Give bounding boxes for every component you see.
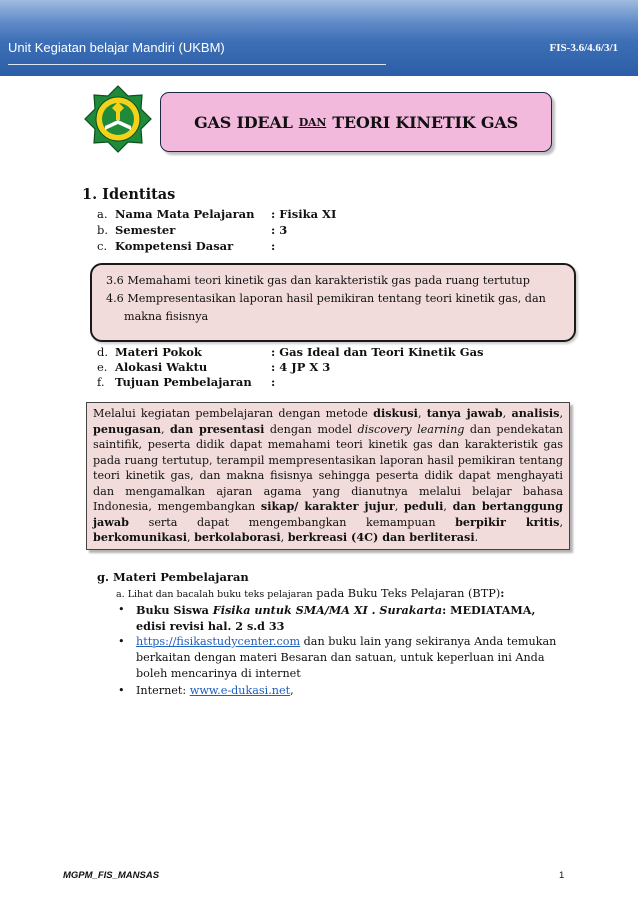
- row-letter: d.: [97, 345, 109, 359]
- list-item: • https://fisikastudycenter.com dan buku lain yang sekiranya Anda temukan berkaitan dengan materi Besaran dan satuan, untuk keperluan ini Anda boleh mencarinya di internet: [118, 635, 557, 680]
- row-value: : 3: [271, 223, 288, 237]
- kompetensi-dasar-box: [90, 263, 576, 342]
- bullet-icon: •: [118, 684, 125, 697]
- row-label: Alokasi Waktu: [115, 360, 208, 374]
- row-label: Semester: [115, 223, 176, 237]
- row-value: :: [271, 239, 276, 253]
- header-code: FIS-3.6/4.6/3/1: [549, 42, 618, 54]
- row-value: : 4 JP X 3: [271, 360, 331, 374]
- header-rule: [8, 64, 386, 65]
- title-banner: [160, 92, 552, 152]
- materi-pembelajaran-heading: g. Materi Pembelajaran: [97, 570, 249, 584]
- identity-row: [97, 345, 484, 359]
- kemenag-logo-icon: [83, 84, 153, 154]
- identity-row: [97, 207, 336, 221]
- title-part1: GAS IDEAL: [194, 112, 293, 132]
- edukasi-link[interactable]: www.e-dukasi.net: [189, 684, 291, 697]
- row-label: Materi Pokok: [115, 345, 202, 359]
- row-label: Tujuan Pembelajaran: [115, 375, 252, 389]
- section-identitas-heading: 1. Identitas: [82, 186, 176, 203]
- bullet-icon: •: [118, 603, 125, 616]
- row-letter: f.: [97, 375, 105, 389]
- materi-a-line: a. Lihat dan bacalah buku teks pelajaran pada Buku Teks Pelajaran (BTP):: [116, 586, 505, 600]
- bullet-icon: •: [118, 635, 125, 648]
- kd-line: 3.6 Memahami teori kinetik gas dan karakteristik gas pada ruang tertutup: [106, 274, 530, 287]
- tujuan-pembelajaran-box: Melalui kegiatan pembelajaran dengan metode diskusi, tanya jawab, analisis, penugasan, dan presentasi dengan model discovery learning dan pendekatan saintifik, peserta didik dapat memahami teori kinetik gas dan karakteristik gas pada ruang tertutup, terampil mempresentasikan laporan hasil pemikiran tentang teori kinetik gas, dan makna fisisnya sehingga peserta didik dapat menghayati dan mengamalkan ajaran agama yang dianutnya melalui belajar bahasa Indonesia, mengembangkan sikap/ karakter jujur, peduli, dan bertanggung jawab serta dapat mengembangkan kemampuan berpikir kritis, berkomunikasi, berkolaborasi, berkreasi (4C) dan berliterasi.: [86, 402, 570, 550]
- header-band: [0, 0, 638, 76]
- header-unit-title: Unit Kegiatan belajar Mandiri (UKBM): [8, 40, 225, 55]
- kd-line: 4.6 Mempresentasikan laporan hasil pemikiran tentang teori kinetik gas, dan: [106, 292, 546, 305]
- row-letter: e.: [97, 360, 108, 374]
- row-letter: c.: [97, 239, 108, 253]
- row-label: Nama Mata Pelajaran: [115, 207, 255, 221]
- identity-row: [97, 223, 287, 237]
- row-label: Kompetensi Dasar: [115, 239, 234, 253]
- row-value: : Gas Ideal dan Teori Kinetik Gas: [271, 345, 484, 359]
- fisikastudycenter-link[interactable]: https://fisikastudycenter.com: [136, 635, 301, 648]
- identity-row: [97, 360, 330, 374]
- footer-label: MGPM_FIS_MANSAS: [63, 870, 160, 881]
- title-part2: TEORI KINETIK GAS: [332, 112, 518, 132]
- row-value: : Fisika XI: [271, 207, 337, 221]
- kd-line: makna fisisnya: [124, 310, 209, 323]
- identity-row: [97, 239, 275, 253]
- list-item: • Internet: www.e-dukasi.net,: [118, 684, 294, 697]
- title-dan: DAN: [298, 115, 327, 129]
- row-letter: b.: [97, 223, 109, 237]
- page-number: 1: [559, 870, 565, 881]
- list-item: • Buku Siswa Fisika untuk SMA/MA XI . Surakarta: MEDIATAMA, edisi revisi hal. 2 s.d 33: [118, 603, 536, 633]
- identity-row: [97, 375, 275, 389]
- row-value: :: [271, 375, 276, 389]
- row-letter: a.: [97, 207, 108, 221]
